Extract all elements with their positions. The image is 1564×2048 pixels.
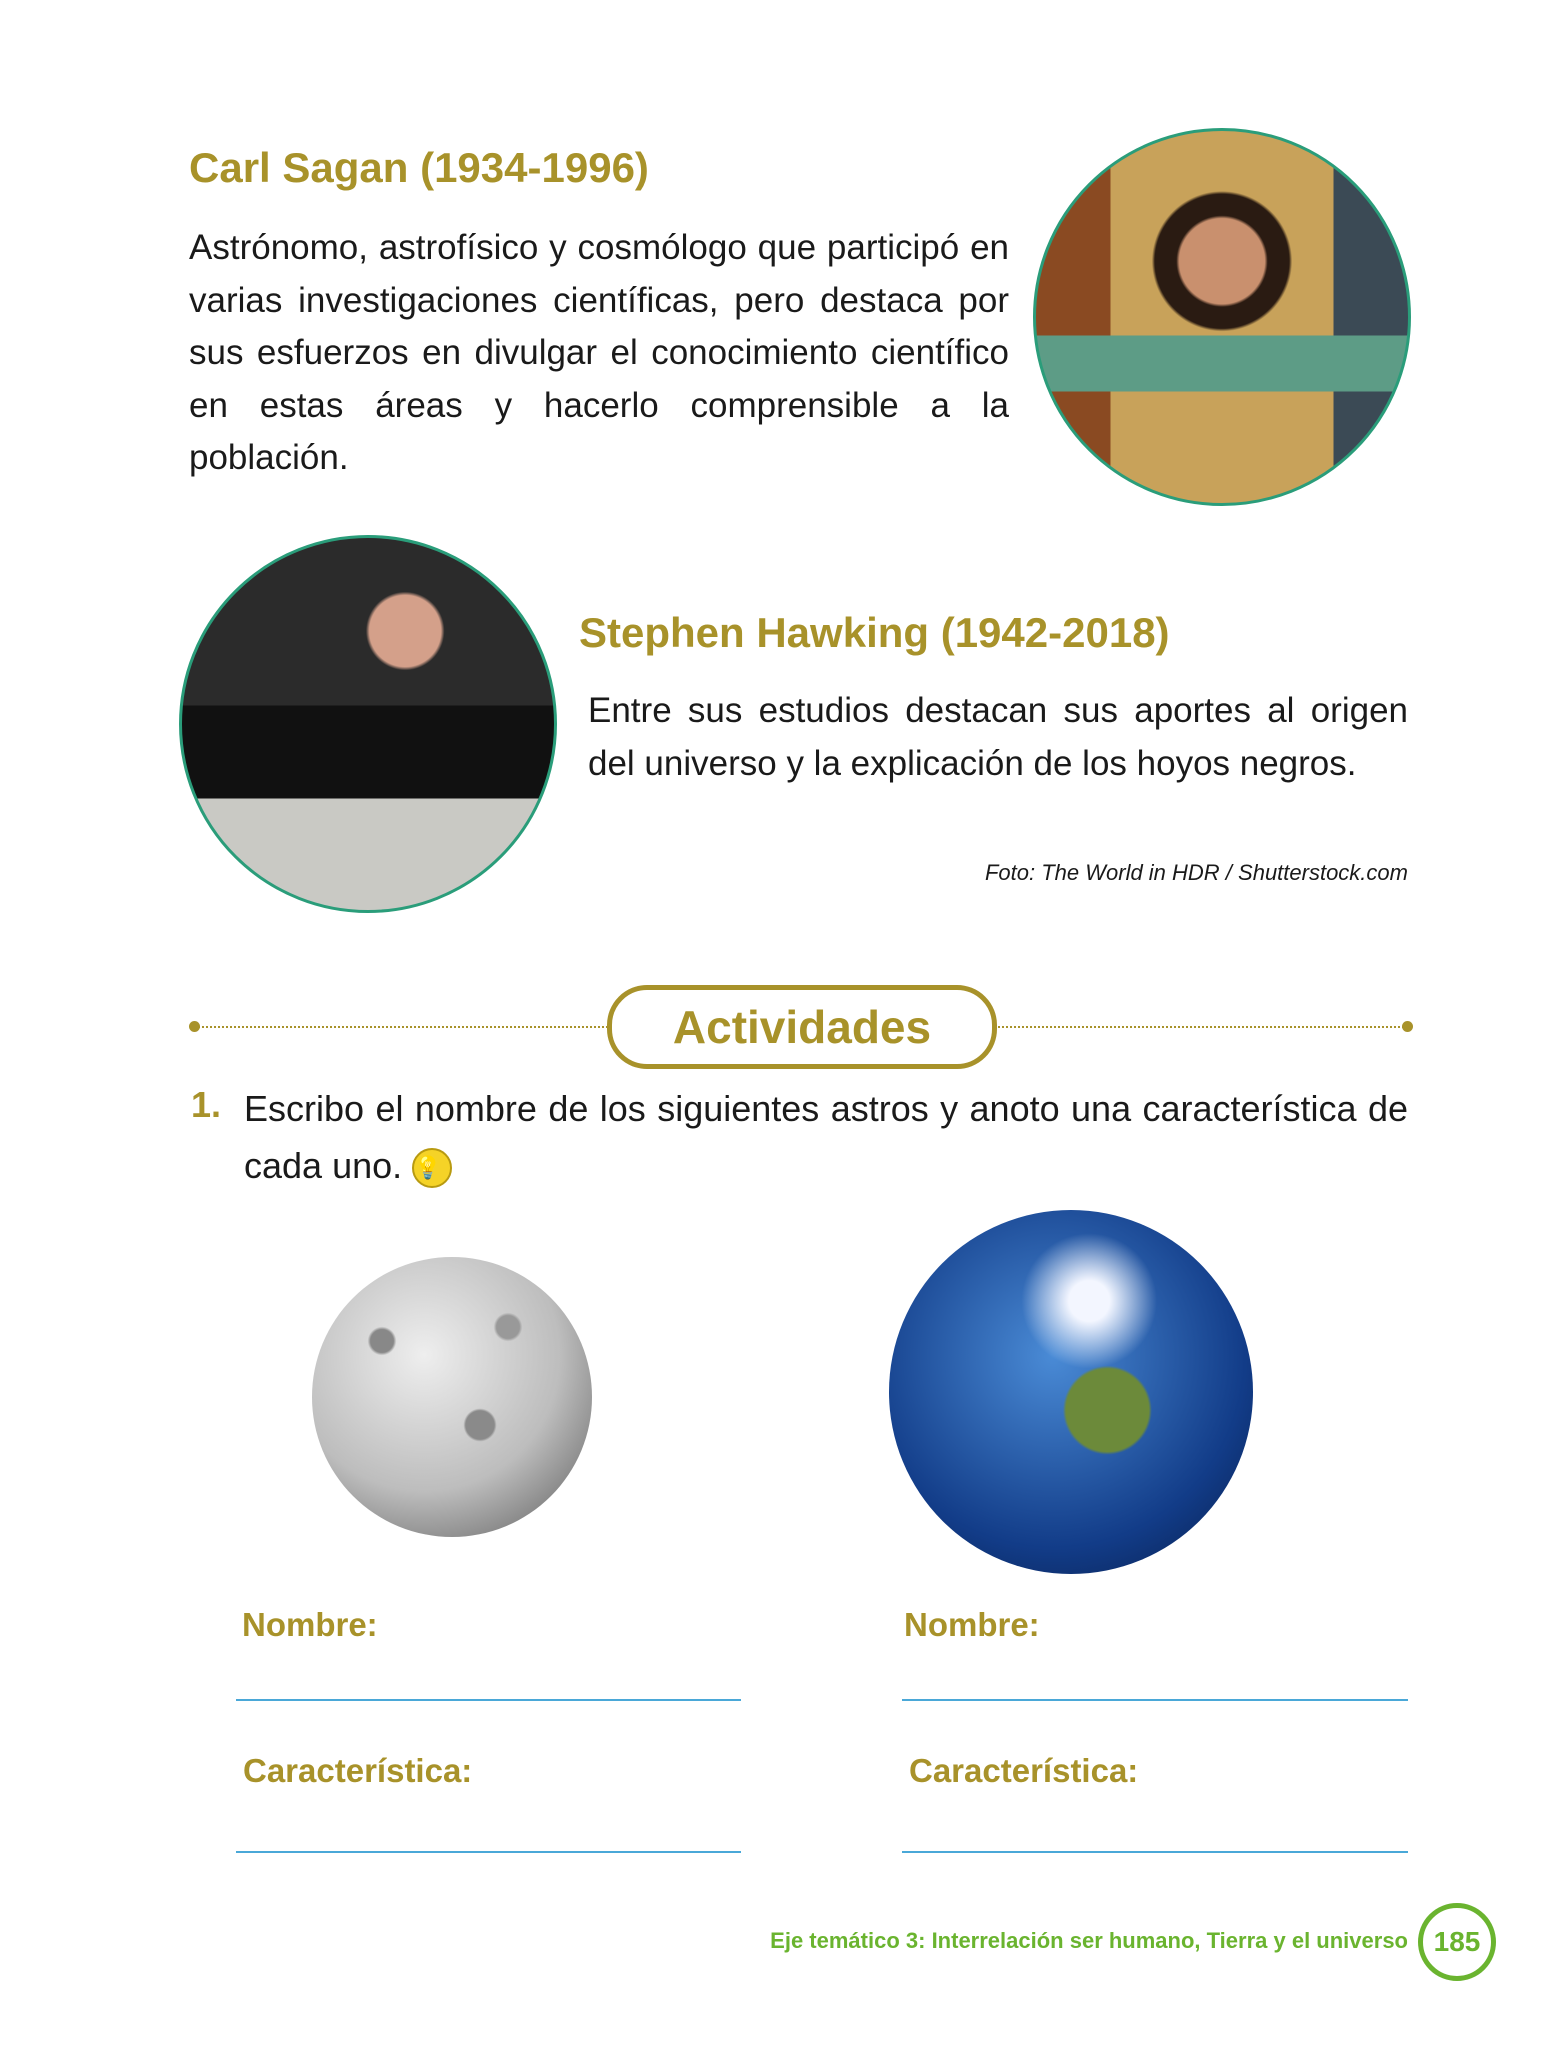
lightbulb-icon: 💡: [412, 1148, 452, 1188]
item-number: 1.: [191, 1084, 222, 1125]
divider-dot-left: [189, 1021, 200, 1032]
feature-label-moon: Característica:: [243, 1752, 473, 1789]
activities-heading: Actividades: [607, 985, 997, 1069]
name-answer-line-earth[interactable]: [902, 1699, 1408, 1701]
divider-dot-right: [1402, 1021, 1413, 1032]
feature-answer-line-moon[interactable]: [236, 1851, 741, 1853]
item-instruction: Escribo el nombre de los siguientes astros y anoto una característica de cada uno.: [244, 1088, 1408, 1186]
sagan-title: Carl Sagan (1934-1996): [189, 144, 649, 191]
hawking-description: Entre sus estudios destacan sus aportes al origen del universo y la explicación de los hoyos negros.: [588, 691, 1408, 783]
name-answer-line-moon[interactable]: [236, 1699, 741, 1701]
photo-credit: Foto: The World in HDR / Shutterstock.com: [984, 860, 1408, 885]
carl-sagan-photo: [1033, 128, 1411, 506]
footer-theme: Eje temático 3: Interrelación ser humano, Tierra y el universo: [770, 1928, 1408, 1953]
sagan-description: Astrónomo, astrofísico y cosmólogo que participó en varias investigaciones científicas, pero destaca por sus esfuerzos en divulgar el conocimiento científico en estas áreas y hacerlo comprensible a la población.: [189, 228, 1009, 477]
feature-answer-line-earth[interactable]: [902, 1851, 1408, 1853]
earth-image: [889, 1210, 1253, 1574]
hawking-title: Stephen Hawking (1942-2018): [579, 609, 1170, 656]
moon-image: [312, 1257, 592, 1537]
stephen-hawking-photo: [179, 535, 557, 913]
page-number: 185: [1418, 1903, 1496, 1981]
name-label-earth: Nombre:: [904, 1606, 1040, 1643]
name-label-moon: Nombre:: [242, 1606, 378, 1643]
feature-label-earth: Característica:: [909, 1752, 1139, 1789]
